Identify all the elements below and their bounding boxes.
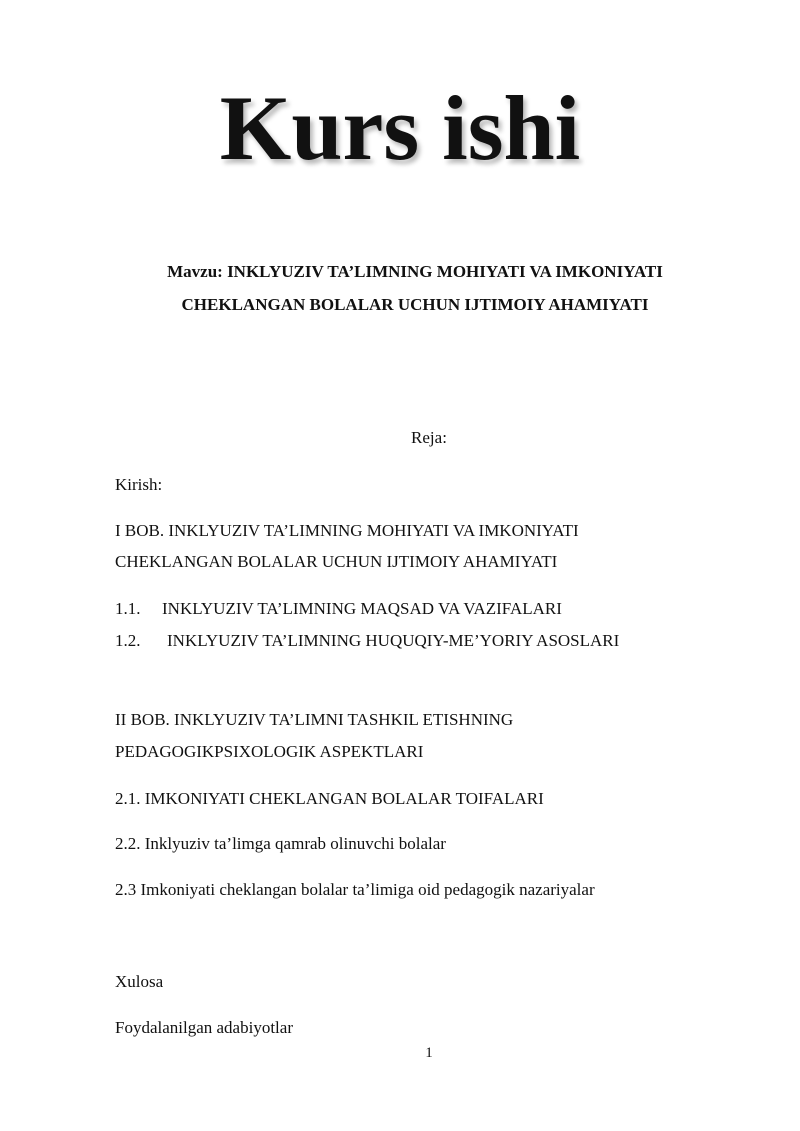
- section-1-2-text: INKLYUZIV TA’LIMNING HUQUQIY-ME’YORIY ASOSLARI: [167, 631, 620, 650]
- section-1-1-number: 1.1.: [115, 599, 141, 618]
- references-item: Foydalanilgan adabiyotlar: [115, 1018, 293, 1037]
- section-1-2-number: 1.2.: [115, 631, 141, 650]
- section-1-1-text: INKLYUZIV TA’LIMNING MAQSAD VA VAZIFALARI: [162, 599, 562, 618]
- chapter1-line-2: CHEKLANGAN BOLALAR UCHUN IJTIMOIY AHAMIYATI: [115, 552, 558, 571]
- section-2-1: 2.1. IMKONIYATI CHEKLANGAN BOLALAR TOIFALARI: [115, 789, 544, 808]
- chapter2-line-2: PEDAGOGIKPSIXOLOGIK ASPEKTLARI: [115, 742, 424, 761]
- plan-heading: Reja:: [411, 428, 447, 447]
- document-title: Kurs ishi: [219, 77, 581, 179]
- section-1-2: [115, 624, 619, 657]
- section-2-3: 2.3 Imkoniyati cheklangan bolalar ta’limiga oid pedagogik nazariyalar: [115, 880, 595, 899]
- topic-line-1: Mavzu: INKLYUZIV TA’LIMNING MOHIYATI VA IMKONIYATI: [167, 262, 663, 281]
- chapter2-line-1: II BOB. INKLYUZIV TA’LIMNI TASHKIL ETISHNING: [115, 710, 514, 729]
- section-2-2: 2.2. Inklyuziv ta’limga qamrab olinuvchi bolalar: [115, 834, 446, 853]
- intro-item: Kirish:: [115, 475, 163, 494]
- conclusion-item: Xulosa: [115, 972, 164, 991]
- chapter1-line-1: I BOB. INKLYUZIV TA’LIMNING MOHIYATI VA IMKONIYATI: [115, 521, 579, 540]
- page-number: 1: [425, 1045, 433, 1061]
- topic-line-2: CHEKLANGAN BOLALAR UCHUN IJTIMOIY AHAMIYATI: [181, 295, 649, 314]
- topic-heading: [100, 255, 730, 321]
- section-1-1: [115, 592, 562, 625]
